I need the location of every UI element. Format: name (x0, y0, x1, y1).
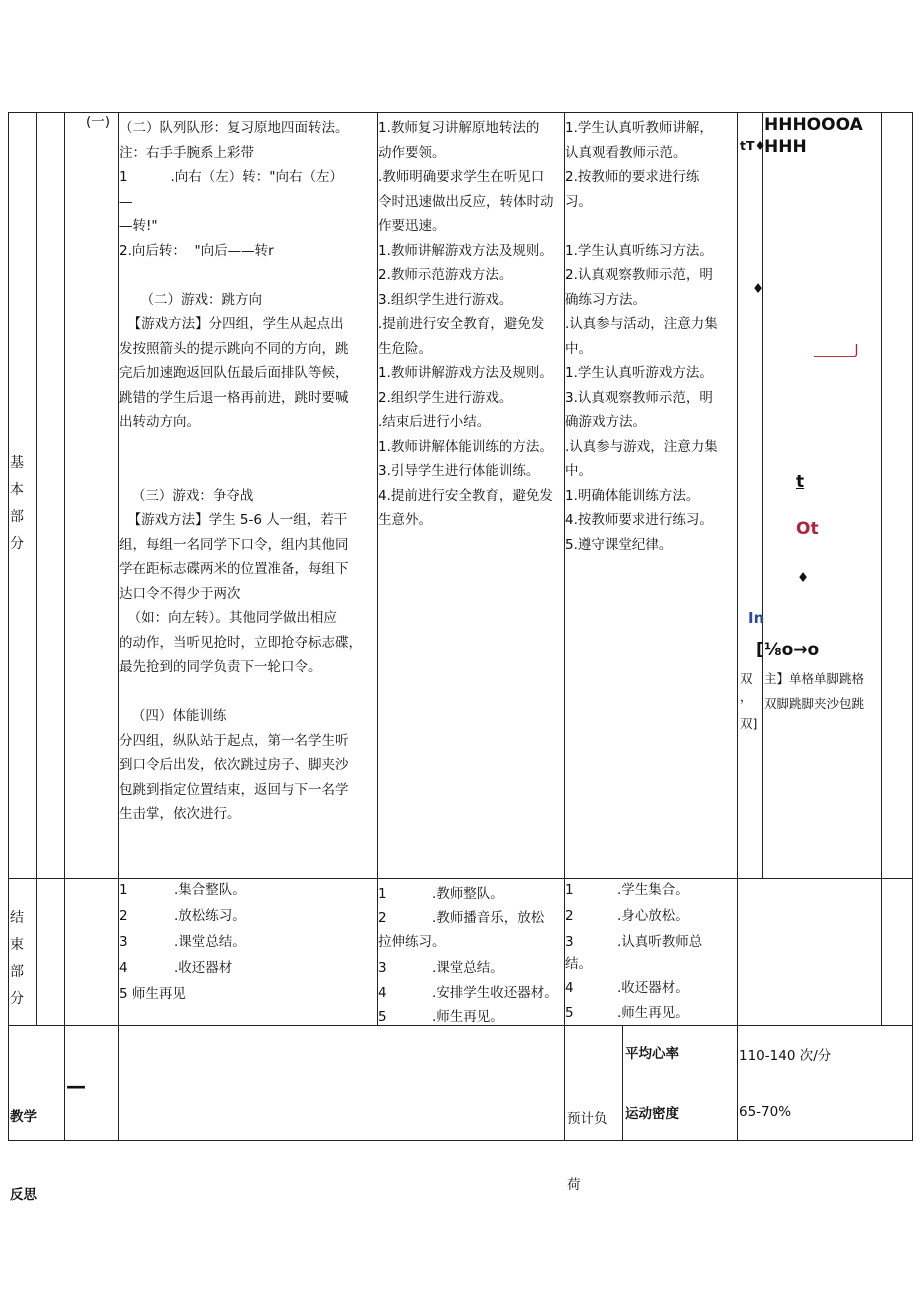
expected-load-label: 预计负 荷 (567, 1111, 608, 1193)
formation-row-1: HHHOOOA (764, 115, 863, 135)
student-line: 5.遵守课堂纪律。 (565, 536, 673, 553)
teacher-line: 动作要领。 (378, 144, 446, 161)
content-line: 分四组，纵队站于起点，第一名学生听 (119, 732, 349, 749)
section-label-end: 结 束 部 分 (10, 910, 24, 1007)
student-line: 1.明确体能训练方法。 (565, 487, 700, 504)
student-line: 确游戏方法。 (565, 414, 646, 430)
basic-content (119, 116, 377, 827)
comma-mark: ， (740, 689, 753, 704)
teacher-line: 1.教师复习讲解原地转法的 (378, 120, 540, 136)
reflection-label: 教学 反思 (10, 1109, 37, 1203)
content-line: 最先抢到的同学负责下一轮口令。 (119, 659, 322, 675)
direction-line: ______J (814, 342, 859, 358)
student-line: 中。 (565, 340, 592, 357)
basic-student-activity (565, 116, 737, 557)
teacher-line: 令时迅速做出反应，转体时动 (378, 193, 554, 210)
content-line: 出转动方向。 (119, 414, 200, 430)
student-line: 3.认真观察教师示范，明 (565, 389, 713, 406)
content-line: （三）游戏：争夺战 (119, 487, 254, 504)
student-line: 1.学生认真听练习方法。 (565, 242, 713, 259)
teacher-line: 作要迅速。 (378, 218, 446, 234)
content-line: 生击掌，依次进行。 (119, 806, 241, 822)
arrow-mark: ⅛o→o (764, 640, 820, 660)
content-line: 2.向后转： "向后——转r (119, 242, 274, 259)
content-line: 达口令不得少于两次 (119, 585, 241, 602)
student-line (565, 214, 737, 239)
content-line: 跳错的学生后退一格再前进，跳时要喊 (119, 389, 349, 406)
teacher-line: 1.教师讲解游戏方法及规则。 (378, 242, 553, 259)
content-line: 包跳到指定位置结束，返回与下一名学 (119, 781, 349, 798)
t-mark: t (796, 472, 805, 492)
heart-rate-label: 平均心率 (625, 1046, 679, 1062)
teacher-line: .结束后进行小结。 (378, 414, 491, 430)
content-line: 注：右手手腕系上彩带 (119, 144, 254, 161)
teacher-line: 1.教师讲解游戏方法及规则。 (378, 365, 553, 381)
content-line: — (119, 193, 133, 210)
teacher-line: .教师明确要求学生在听见口 (378, 169, 545, 185)
diamond-icon: ♦ (752, 281, 765, 297)
reflection-dash: — (66, 1074, 86, 1098)
student-line: 习。 (565, 193, 592, 210)
teacher-line: 4.提前进行安全教育，避免发 (378, 487, 553, 504)
shuang-mark-1: 双 (740, 671, 753, 686)
diamond-icon-2: ♦ (797, 570, 810, 586)
content-line: 到口令后出发，依次跳过房子、脚夹沙 (119, 757, 349, 773)
teacher-line: 1.教师讲解体能训练的方法。 (378, 438, 553, 455)
student-line: 2.认真观察教师示范，明 (565, 267, 713, 283)
content-line: 发按照箭头的提示跳向不同的方向，跳 (119, 340, 349, 357)
teacher-line: 生意外。 (378, 512, 432, 528)
teacher-line: 2.组织学生进行游戏。 (378, 389, 513, 406)
in-mark: In (748, 609, 765, 627)
heart-rate-value: 110-140 次/分 (739, 1048, 832, 1064)
content-line: —转!" (119, 218, 158, 234)
basic-teacher-activity (378, 116, 564, 533)
content-line (119, 459, 377, 484)
section-label-basic: 基 本 部 分 (10, 455, 24, 552)
density-label: 运动密度 (625, 1106, 679, 1122)
diagram-note-2: 双脚跳脚夹沙包跳 (764, 696, 865, 711)
student-line: 中。 (565, 463, 592, 479)
shuang-mark-2: 双] (740, 716, 758, 731)
content-line: （二）游戏：跳方向 (119, 291, 262, 308)
student-line: .认真参与游戏，注意力集 (565, 438, 718, 455)
teacher-line: 生危险。 (378, 340, 432, 357)
content-line: （如：向左转）。其他同学做出相应 (119, 610, 337, 626)
student-line: 认真观看教师示范。 (565, 144, 687, 161)
index-mark: (一) (86, 114, 111, 130)
content-line: （四）体能训练 (119, 708, 227, 724)
content-line (119, 435, 377, 460)
content-line: 1 .向右（左）转："向右（左） (119, 169, 344, 185)
density-value: 65-70% (739, 1104, 792, 1120)
bracket-mark: [ (756, 640, 764, 660)
diagram-note-1: 主】单格单脚跳格 (764, 671, 865, 686)
teacher-line: 3.引导学生进行体能训练。 (378, 463, 540, 479)
student-line: .认真参与活动，注意力集 (565, 316, 718, 332)
ot-mark: Ot (796, 519, 819, 539)
student-line: 1.学生认真听教师讲解， (565, 120, 713, 136)
content-line (119, 263, 377, 288)
tt-mark: tT♦ (740, 138, 766, 153)
content-line: 【游戏方法】分四组，学生从起点出 (119, 316, 344, 332)
content-line: 完后加速跑返回队伍最后面排队等候， (119, 365, 349, 381)
student-line: 确练习方法。 (565, 291, 646, 308)
content-line: 【游戏方法】学生 5-6 人一组，若干 (119, 512, 348, 528)
content-line: （二）队列队形：复习原地四面转法。 (119, 120, 349, 136)
student-line: 1.学生认真听游戏方法。 (565, 365, 713, 381)
teacher-line: 2.教师示范游戏方法。 (378, 267, 513, 283)
student-line: 4.按教师要求进行练习。 (565, 512, 713, 528)
content-line: 学在距标志碟两米的位置准备，每组下 (119, 561, 349, 577)
formation-row-2: HHH (764, 137, 807, 157)
teacher-line: .提前进行安全教育，避免发 (378, 316, 545, 332)
teacher-line: 3.组织学生进行游戏。 (378, 291, 513, 308)
content-line (119, 680, 377, 705)
student-line: 2.按教师的要求进行练 (565, 169, 700, 185)
content-line: 的动作，当听见抢时，立即抢夺标志碟， (119, 634, 362, 651)
content-line: 组，每组一名同学下口令，组内其他同 (119, 536, 349, 553)
